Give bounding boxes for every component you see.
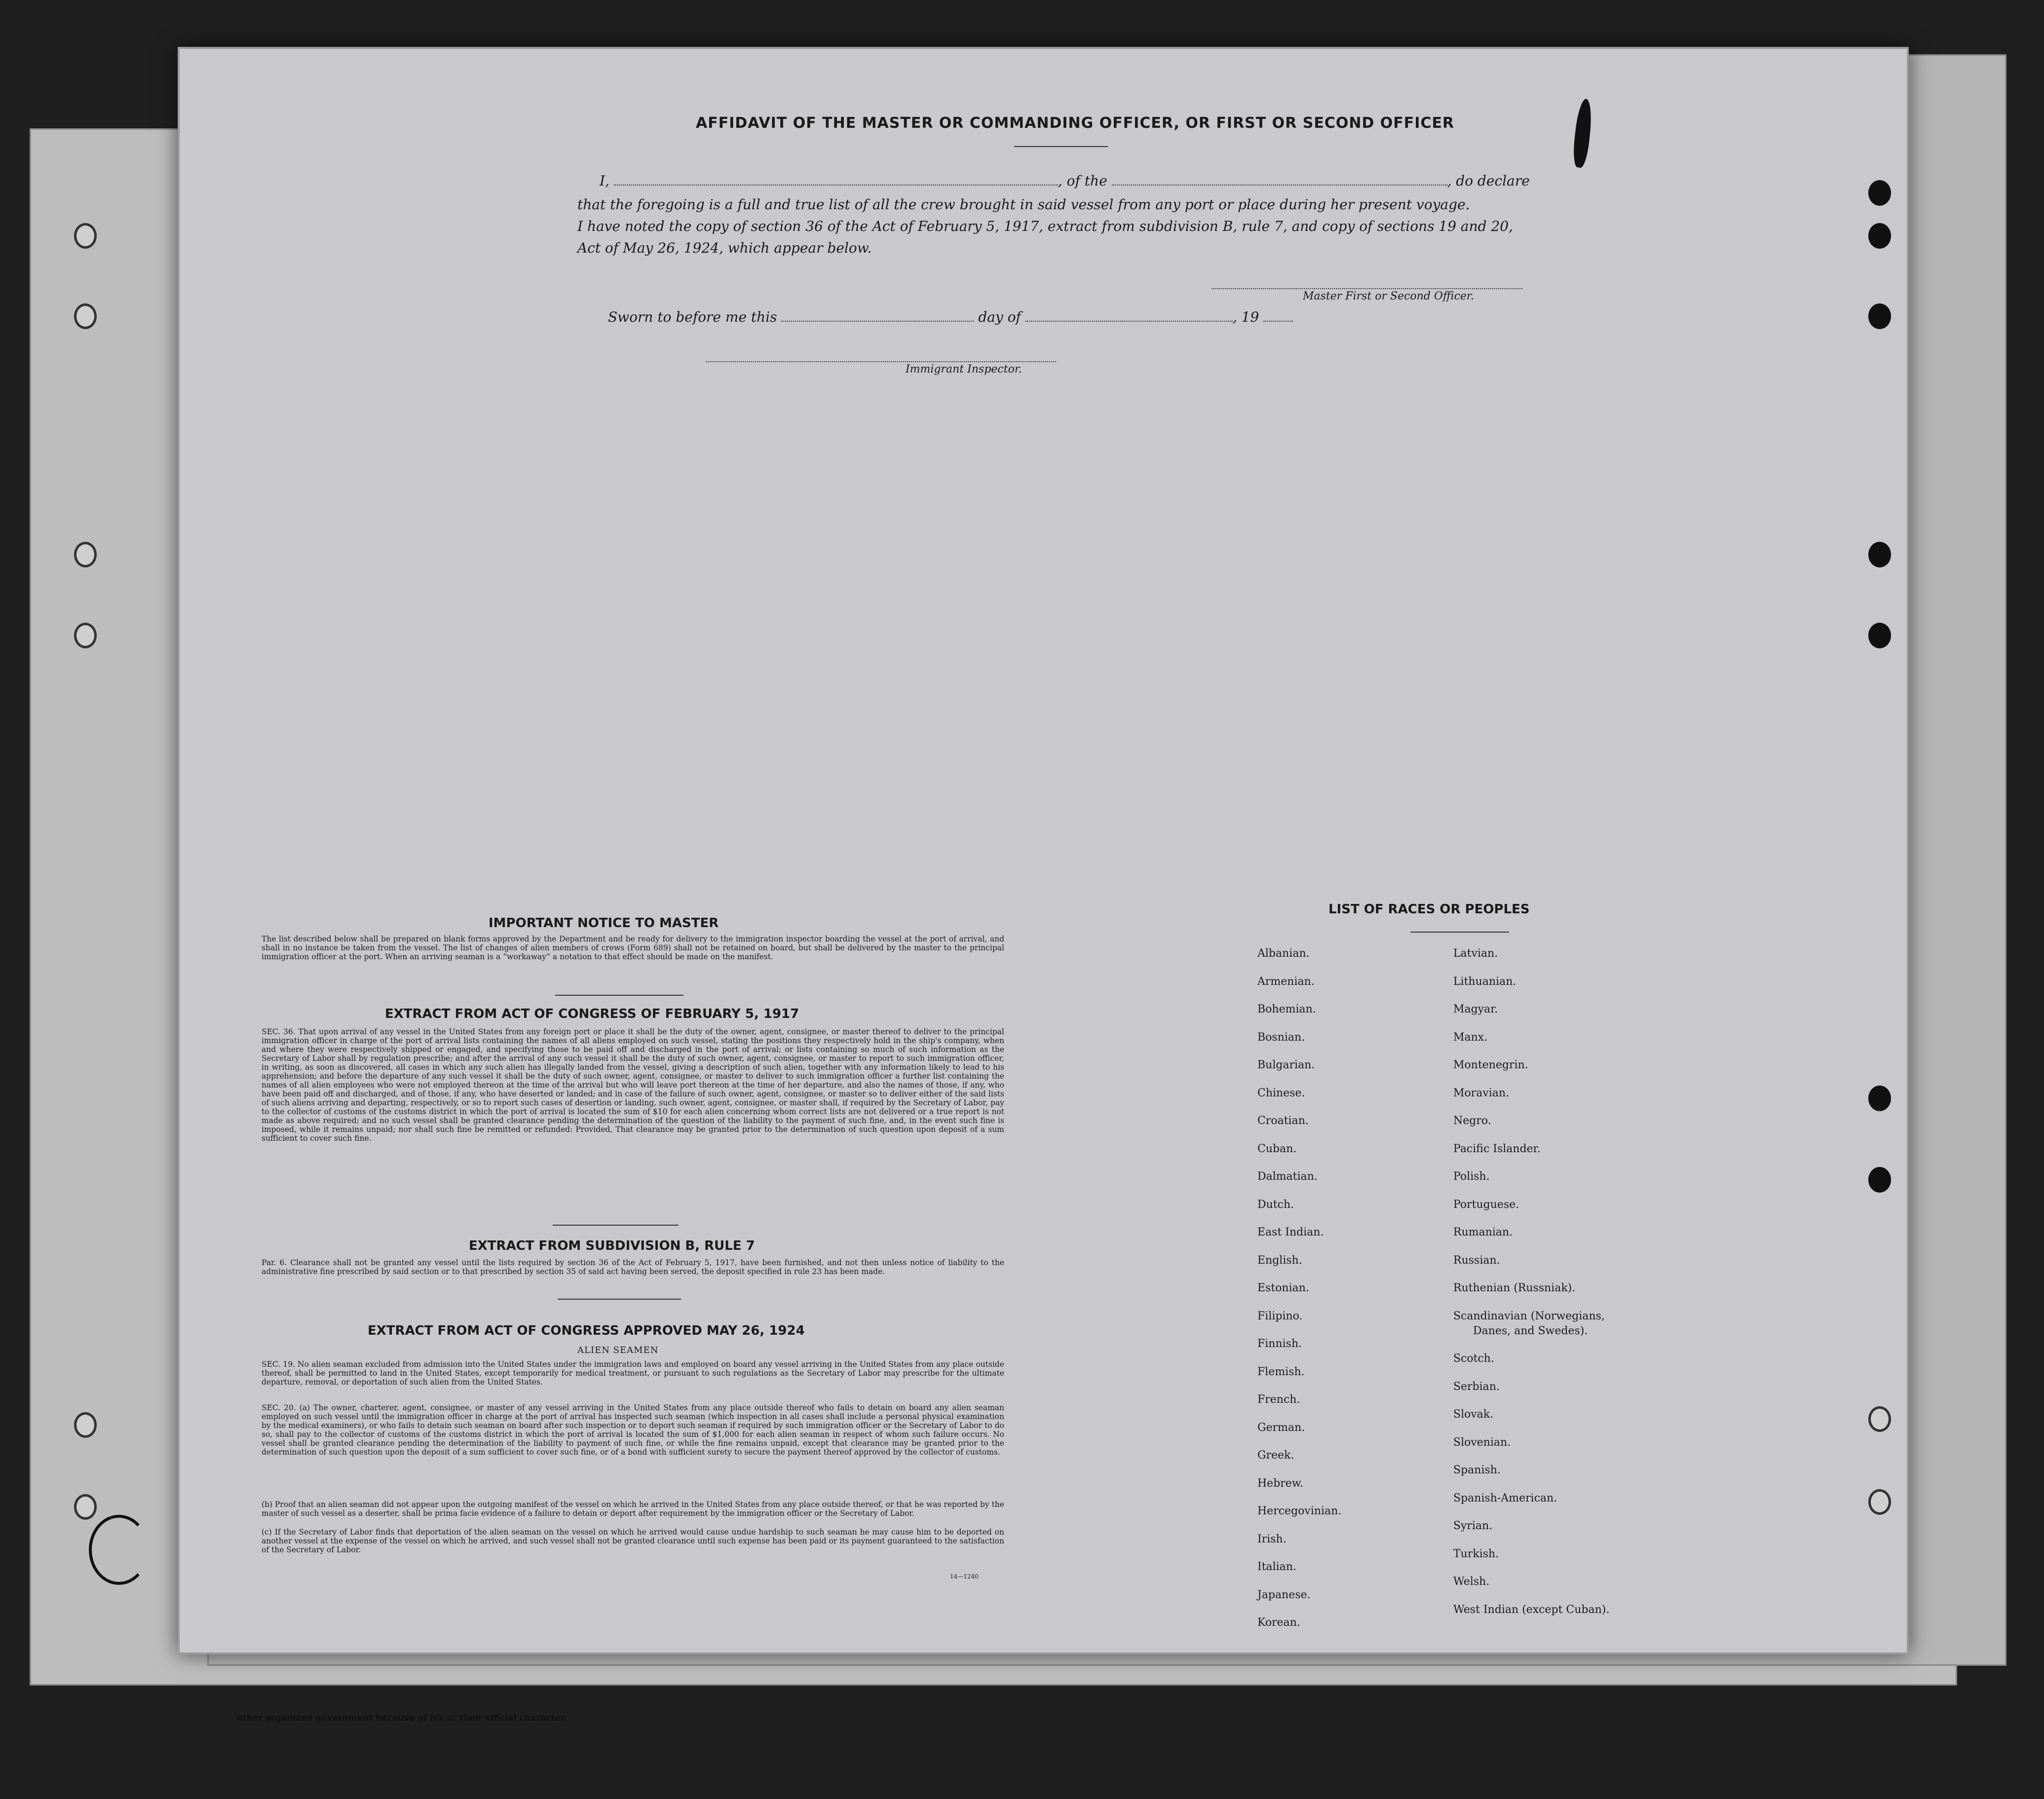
subdivision-b-title: EXTRACT FROM SUBDIVISION B, RULE 7 — [469, 1238, 755, 1253]
extract-1917-text: SEC. 36. That upon arrival of any vessel in the United States from any foreign port or place it shall be the duty of the owner, agent, consignee, or master thereof to deliver to the principal immigration officer in charge of the port of arrival lists containing the names of all aliens employed on such vessel, stating the positions they respectively hold in the ship's company, when and where they were respectively shipped or engaged, and specifying those to be paid off and discharged in the port of arrival; or lists containing so much of such information as the Secretary of Labor shall by regulation prescribe; and after the arrival of any such vessel it shall be the duty of such owner, agent, consignee, or master to report to such immigration officer, in writing, as soon as discovered, all cases in which any such alien has illegally landed from the vessel, giving a description of such alien, together with any information likely to lead to his apprehension; and before the departure of any such vessel it shall be the duty of such owner, agent, consignee, or master to deliver to such immigration officer a further list containing the names of all alien employees who were not employed thereon at the time of the arrival but who will leave port thereon at the time of her departure, and also the names of those, if any, who have been paid off and discharged, and of those, if any, who have deserted or landed; and in case of the failure of such owner, agent, consignee, or master so to deliver either of the said lists of such aliens arriving and departing, respectively, or so to report such cases of desertion or landing, such owner, agent, consignee, or master shall, if required by the Secretary of Labor, pay to the collector of customs of the customs district in which the port of arrival is located the sum of $10 for each alien concerning whom correct lists are not delivered or a true report is not made as above required; and no such vessel shall be granted clearance pending the determination of the question of the liability to the payment of such fine, and, in the event such fine is imposed, while it remains unpaid; nor shall such fine be remitted or refunded: Provided, That clearance may be granted prior to the determination of such question upon deposit of a sum sufficient to cover such fine. — [262, 1027, 1004, 1143]
race-item: Russian. — [1453, 1254, 1500, 1267]
race-item: Croatian. — [1257, 1115, 1309, 1127]
race-item: Korean. — [1257, 1616, 1300, 1629]
race-item: Bohemian. — [1257, 1003, 1316, 1015]
sworn-text: Sworn to before me this — [608, 309, 777, 325]
notice-title: IMPORTANT NOTICE TO MASTER — [489, 916, 719, 931]
race-item: French. — [1257, 1393, 1300, 1406]
punch-hole — [74, 223, 97, 249]
punch-hole — [1868, 303, 1891, 329]
punch-hole — [74, 542, 97, 567]
race-item: Hercegovinian. — [1257, 1505, 1342, 1517]
punch-hole — [74, 303, 97, 329]
alien-seamen-subtitle: ALIEN SEAMEN — [577, 1345, 659, 1355]
name-blank — [614, 173, 1058, 186]
affidavit-declare: , do declare — [1447, 173, 1530, 189]
affidavit-line-1 — [600, 173, 1530, 189]
race-item: Portuguese. — [1453, 1199, 1519, 1211]
race-item: Greek. — [1257, 1449, 1294, 1462]
race-item: German. — [1257, 1422, 1305, 1434]
race-item: Scotch. — [1453, 1352, 1494, 1365]
punch-hole — [1868, 1086, 1891, 1111]
race-item: Estonian. — [1257, 1282, 1309, 1294]
divider — [1014, 146, 1108, 147]
race-item: Pacific Islander. — [1453, 1143, 1541, 1155]
punch-hole — [74, 623, 97, 648]
race-item: Ruthenian (Russniak). — [1453, 1282, 1576, 1294]
sworn-day-of: day of — [978, 309, 1021, 325]
race-item: East Indian. — [1257, 1226, 1324, 1238]
race-item: Latvian. — [1453, 947, 1498, 960]
sec-20b-text: (b) Proof that an alien seaman did not appear upon the outgoing manifest of the vessel on which he arrived in the United States from any place outside thereof, or that he was reported by the master of such vessel as a deserter, shall be prima facie evidence of a failure to detain or deport after requirement by the immigration officer or the Secretary of Labor. — [262, 1500, 1004, 1518]
race-item: Syrian. — [1453, 1520, 1493, 1532]
race-item: Spanish-American. — [1453, 1492, 1557, 1504]
affidavit-i: I, — [600, 173, 609, 189]
sworn-line — [608, 309, 1293, 325]
punch-hole — [1868, 623, 1891, 648]
race-item: Hebrew. — [1257, 1477, 1304, 1490]
inspector-label: Immigrant Inspector. — [906, 363, 1022, 375]
punch-hole — [74, 1412, 97, 1438]
extract-1924-title: EXTRACT FROM ACT OF CONGRESS APPROVED MAY 26, 1924 — [368, 1323, 805, 1338]
sworn-month-blank — [1025, 309, 1233, 322]
race-item: Lithuanian. — [1453, 975, 1516, 988]
subdivision-b-text: Par. 6. Clearance shall not be granted any vessel until the lists required by section 36 of the Act of February 5, 1917, have been furnished, and not then unless notice of liability to the administrative fine prescribed by said section or to that prescribed by section 35 of said act having been served, the deposit specified in rule 23 has been made. — [262, 1258, 1004, 1276]
divider — [558, 1299, 681, 1300]
race-item: Finnish. — [1257, 1338, 1302, 1350]
notice-text: The list described below shall be prepared on blank forms approved by the Department and be ready for delivery to the immigration inspector boarding the vessel at the port of arrival, and shall in no instance be taken from the vessel. The list of changes of alien members of crews (Form 689) shall not be retained on board, but shall be delivered by the master to the principal immigration officer at the port. When an arriving seaman is a “workaway” a notation to that effect should be made on the manifest. — [262, 935, 1004, 961]
sec-20c-text: (c) If the Secretary of Labor finds that deportation of the alien seaman on the vessel on which he arrived would cause undue hardship to such seaman he may cause him to be deported on another vessel at the expense of the vessel on which he arrived, and such vessel shall not be granted clearance until such expense has been paid or its payment guaranteed to the satisfaction of the Secretary of Labor. — [262, 1528, 1004, 1554]
punch-hole — [1868, 223, 1891, 249]
race-item: English. — [1257, 1254, 1302, 1267]
race-item: Filipino. — [1257, 1310, 1303, 1322]
punch-hole — [1868, 1167, 1891, 1193]
race-item: West Indian (except Cuban). — [1453, 1604, 1610, 1616]
race-item: Montenegrin. — [1453, 1059, 1528, 1071]
vessel-blank — [1112, 173, 1447, 186]
affidavit-title: AFFIDAVIT OF THE MASTER OR COMMANDING OFFICER, OR FIRST OR SECOND OFFICER — [696, 114, 1455, 132]
race-item: Bulgarian. — [1257, 1059, 1315, 1071]
underlying-text-fragment: other organized government because of his or their official character. — [237, 1713, 567, 1723]
divider — [555, 995, 683, 996]
race-item: Flemish. — [1257, 1366, 1305, 1378]
race-item: Slovak. — [1453, 1408, 1494, 1421]
master-signature-line — [1211, 287, 1522, 289]
divider — [1410, 932, 1509, 933]
race-item: Dutch. — [1257, 1199, 1294, 1211]
sworn-year-blank — [1263, 309, 1293, 322]
race-item: Negro. — [1453, 1115, 1491, 1127]
sec-20a-text: SEC. 20. (a) The owner, charterer, agent, consignee, or master of any vessel arriving in the United States from any place outside thereof who fails to detain on board any alien seaman employed on such vessel until the immigration officer in charge at the port of arrival has inspected such seaman (which inspection in all cases shall include a personal physical examination by the medical examiners), or who fails to detain such seaman on board after such inspection or to deport such seaman if required by such immigration officer or the Secretary of Labor to do so, shall pay to the collector of customs of the customs district in which the port of arrival is located the sum of $1,000 for each alien seaman in respect of whom such failure occurs. No vessel shall be granted clearance pending the determination of the liability to payment of such fine, or while the fine remains unpaid, except that clearance may be granted prior to the determination of such question upon the deposit of a sum sufficient to cover such fine, or of a bond with sufficient surety to secure the payment thereof approved by the collector of customs. — [262, 1403, 1004, 1457]
race-item: Chinese. — [1257, 1087, 1305, 1099]
race-item: Bosnian. — [1257, 1031, 1305, 1044]
sec-19-text: SEC. 19. No alien seaman excluded from admission into the United States under the immigration laws and employed on board any vessel arriving in the United States from any place outside thereof, shall be permitted to land in the United States, except temporarily for medical treatment, or pursuant to such regulations as the Secretary of Labor may prescribe for the ultimate departure, removal, or deportation of such alien from the United States. — [262, 1360, 1004, 1387]
race-item: Danes, and Swedes). — [1473, 1325, 1588, 1337]
race-item: Turkish. — [1453, 1548, 1499, 1560]
punch-hole — [1868, 1406, 1891, 1432]
master-label: Master First or Second Officer. — [1303, 290, 1474, 302]
race-item: Italian. — [1257, 1561, 1296, 1573]
race-item: Manx. — [1453, 1031, 1488, 1044]
race-item: Spanish. — [1453, 1464, 1501, 1476]
race-item: Cuban. — [1257, 1143, 1297, 1155]
affidavit-of-the: , of the — [1058, 173, 1107, 189]
punch-hole — [1868, 180, 1891, 206]
punch-hole — [74, 1494, 97, 1520]
race-item: Scandinavian (Norwegians, — [1453, 1310, 1605, 1322]
race-item: Irish. — [1257, 1533, 1287, 1545]
race-item: Moravian. — [1453, 1087, 1510, 1099]
punch-hole — [1868, 1489, 1891, 1515]
races-title: LIST OF RACES OR PEOPLES — [1328, 902, 1530, 917]
handwritten-mark — [89, 1515, 149, 1585]
race-item: Japanese. — [1257, 1589, 1311, 1601]
race-item: Armenian. — [1257, 975, 1315, 988]
race-item: Polish. — [1453, 1170, 1490, 1183]
race-item: Serbian. — [1453, 1381, 1500, 1393]
race-item: Welsh. — [1453, 1575, 1490, 1588]
affidavit-line-2: that the foregoing is a full and true list of all the crew brought in said vessel from any port or place during her present voyage. — [577, 196, 1470, 213]
race-item: Dalmatian. — [1257, 1170, 1318, 1183]
race-item: Rumanian. — [1453, 1226, 1513, 1238]
race-item: Albanian. — [1257, 947, 1310, 960]
race-item: Magyar. — [1453, 1003, 1498, 1015]
sworn-year: , 19 — [1232, 309, 1259, 325]
sworn-day-blank — [781, 309, 974, 322]
affidavit-line-3: I have noted the copy of section 36 of the Act of February 5, 1917, extract from subdivision B, rule 7, and copy of sections 19 and 20, — [577, 218, 1514, 234]
punch-hole — [1868, 542, 1891, 567]
divider — [553, 1225, 679, 1226]
inspector-signature-line — [706, 360, 1056, 362]
affidavit-line-4: Act of May 26, 1924, which appear below. — [577, 240, 872, 256]
race-item: Slovenian. — [1453, 1436, 1511, 1449]
form-number: 14—1240 — [950, 1573, 979, 1580]
extract-1917-title: EXTRACT FROM ACT OF CONGRESS OF FEBRUARY 5, 1917 — [385, 1007, 799, 1021]
